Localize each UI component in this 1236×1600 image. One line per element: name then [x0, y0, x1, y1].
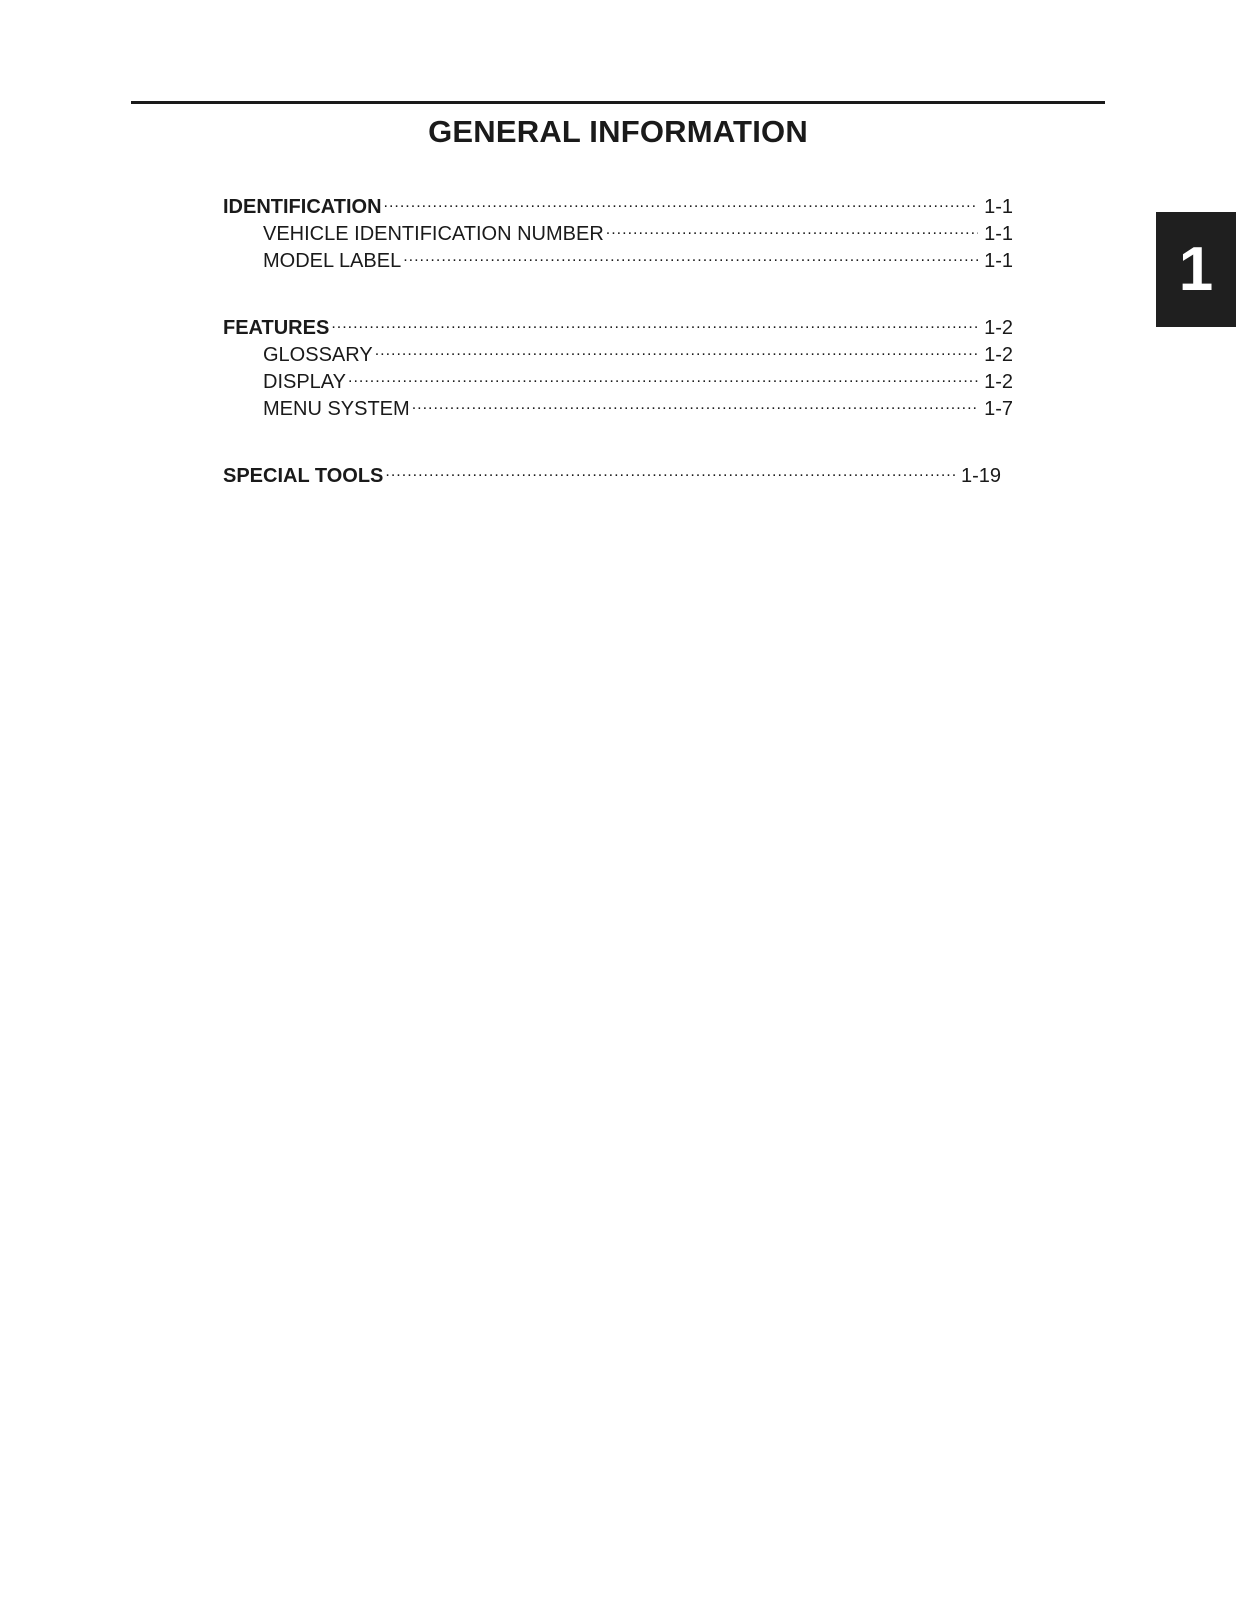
toc-entry-display[interactable] [223, 368, 1013, 395]
toc-entry-page: 1-1 [984, 223, 1013, 245]
top-rule [131, 101, 1105, 104]
dot-leader [385, 462, 955, 482]
toc-entry-glossary[interactable] [223, 341, 1013, 368]
dot-leader [331, 314, 978, 334]
toc-entry-page: 1-1 [984, 250, 1013, 272]
dot-leader [375, 341, 978, 361]
toc-entry-special-tools[interactable] [223, 462, 1001, 489]
toc-entry-label: SPECIAL TOOLS [223, 465, 384, 487]
toc-entry-page: 1-2 [984, 371, 1013, 393]
toc-entry-page: 1-2 [984, 317, 1013, 339]
dot-leader [384, 193, 979, 213]
dot-leader [403, 247, 978, 267]
toc-entry-vehicle-identification-number[interactable] [223, 220, 1013, 247]
page-title: GENERAL INFORMATION [428, 114, 808, 149]
toc-entry-page: 1-19 [960, 465, 1001, 487]
toc-entry-model-label[interactable] [223, 247, 1013, 274]
toc-entry-page: 1-2 [984, 344, 1013, 366]
toc-entry-features[interactable] [223, 314, 1013, 341]
toc-entry-label: MODEL LABEL [263, 250, 402, 272]
dot-leader [606, 220, 978, 240]
dot-leader [412, 395, 978, 415]
toc-entry-menu-system[interactable] [223, 395, 1013, 422]
toc-entry-label: DISPLAY [263, 371, 346, 393]
toc-section-special-tools [223, 462, 1013, 489]
toc-section-identification [223, 193, 1013, 274]
chapter-number: 1 [1178, 235, 1214, 304]
chapter-tab [1156, 212, 1236, 327]
toc-entry-page: 1-7 [984, 398, 1013, 420]
toc-entry-label: VEHICLE IDENTIFICATION NUMBER [263, 223, 604, 245]
toc-section-features [223, 314, 1013, 422]
dot-leader [348, 368, 978, 388]
toc-entry-label: GLOSSARY [263, 344, 373, 366]
toc-entry-label: FEATURES [223, 317, 330, 339]
toc-entry-label: MENU SYSTEM [263, 398, 410, 420]
table-of-contents [223, 193, 1013, 529]
toc-entry-page: 1-1 [984, 196, 1013, 218]
toc-entry-label: IDENTIFICATION [223, 196, 382, 218]
toc-entry-identification[interactable] [223, 193, 1013, 220]
